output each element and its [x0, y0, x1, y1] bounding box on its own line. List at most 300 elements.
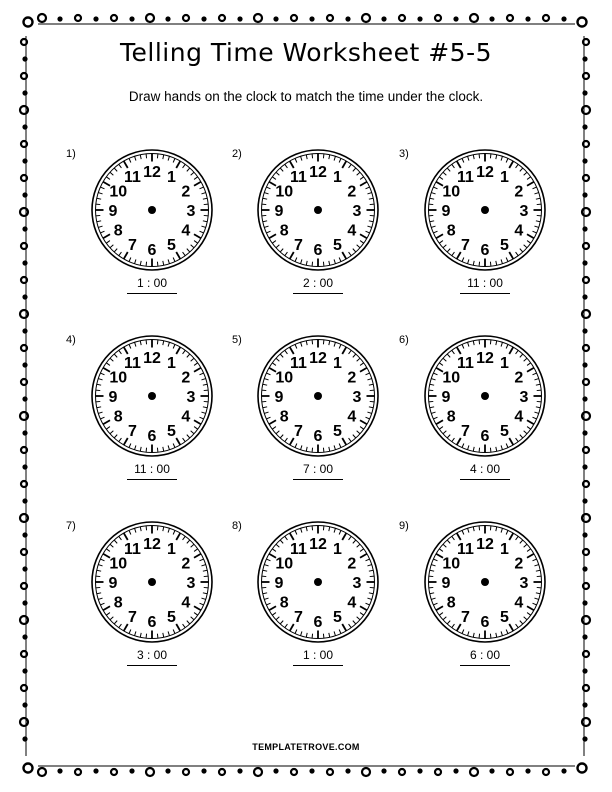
clock-numeral: 4	[181, 408, 191, 426]
border-loop	[399, 769, 405, 775]
border-loop	[21, 379, 27, 385]
target-time-label: 3 : 00	[136, 648, 168, 662]
clock-center-dot	[148, 392, 156, 400]
problem-number: 9)	[399, 520, 409, 532]
footer-site-label: TEMPLATETROVE.COM	[252, 742, 360, 752]
clock-numeral: 2	[347, 369, 357, 387]
border-dot	[582, 430, 587, 435]
clock-face[interactable]	[420, 331, 550, 461]
border-dot	[525, 768, 530, 773]
clock-face[interactable]	[253, 517, 383, 647]
border-dot	[22, 566, 27, 571]
problem-number: 4)	[66, 334, 76, 346]
border-loop	[21, 651, 27, 657]
clock-numeral: 9	[441, 203, 451, 220]
clock-numeral: 7	[128, 422, 137, 440]
border-dot	[165, 768, 170, 773]
clock-numeral: 10	[275, 183, 294, 201]
border-loop	[583, 277, 589, 283]
border-loop	[75, 769, 81, 775]
clock-numeral: 5	[500, 236, 509, 254]
clock-numeral: 7	[461, 608, 470, 626]
clock-numeral: 1	[333, 355, 342, 373]
border-dot	[22, 158, 27, 163]
border-dot	[582, 260, 587, 265]
clock-numeral: 6	[313, 242, 323, 259]
border-dot	[273, 768, 278, 773]
clock-problem	[399, 334, 569, 504]
border-dot	[22, 226, 27, 231]
target-time-label: 1 : 00	[136, 276, 168, 290]
border-corner-loop	[578, 764, 587, 773]
clock-numeral: 3	[186, 203, 196, 220]
border-dot	[22, 498, 27, 503]
clock-face[interactable]	[87, 517, 217, 647]
time-underline	[127, 293, 177, 294]
clock-problem	[232, 148, 402, 318]
border-loop	[583, 685, 589, 691]
border-dot	[22, 396, 27, 401]
border-loop	[38, 768, 46, 776]
clock-numeral: 9	[108, 203, 118, 220]
border-dot	[165, 16, 170, 21]
border-dot	[201, 768, 206, 773]
border-dot	[582, 464, 587, 469]
border-loop	[21, 345, 27, 351]
clock-numeral: 4	[181, 222, 191, 240]
clock-numeral: 2	[514, 183, 524, 201]
instructions-text: Draw hands on the clock to match the time under the clock.	[128, 89, 484, 104]
clock-problem	[66, 334, 236, 504]
clock-numeral: 4	[347, 408, 357, 426]
border-corner-loop	[578, 18, 587, 27]
time-underline	[460, 665, 510, 666]
worksheet-title: Telling Time Worksheet #5-5	[120, 38, 492, 67]
border-dot	[22, 600, 27, 605]
clock-numeral: 1	[167, 541, 176, 559]
clock-numeral: 2	[181, 555, 191, 573]
border-loop	[111, 769, 117, 775]
clock-face[interactable]	[87, 145, 217, 275]
clock-numeral: 11	[290, 169, 307, 187]
border-dot	[345, 768, 350, 773]
clock-problem	[399, 520, 569, 690]
clock-numeral: 3	[352, 575, 362, 592]
target-time-label: 11 : 00	[134, 462, 170, 476]
clock-center-dot	[481, 578, 489, 586]
border-loop	[583, 73, 589, 79]
border-loop	[470, 768, 478, 776]
clock-numeral: 6	[480, 614, 490, 631]
border-loop	[146, 14, 154, 22]
clock-numeral: 5	[500, 608, 509, 626]
border-loop	[21, 481, 27, 487]
clock-numeral: 10	[109, 183, 128, 201]
clock-numeral: 5	[167, 422, 176, 440]
border-loop	[582, 412, 590, 420]
clock-numeral: 5	[333, 422, 342, 440]
border-loop	[362, 768, 370, 776]
clock-numeral: 9	[108, 389, 118, 406]
border-dot	[22, 192, 27, 197]
time-underline	[293, 293, 343, 294]
border-loop	[327, 769, 333, 775]
clock-numeral: 6	[147, 614, 157, 631]
border-dot	[309, 16, 314, 21]
clock-numeral: 11	[124, 355, 141, 373]
clock-numeral: 11	[124, 169, 141, 187]
border-loop	[20, 616, 28, 624]
problem-number: 1)	[66, 148, 76, 160]
border-dot	[345, 16, 350, 21]
border-dot	[582, 566, 587, 571]
border-dot	[22, 328, 27, 333]
clock-numeral: 6	[480, 428, 490, 445]
clock-numeral: 7	[294, 422, 303, 440]
clock-numeral: 4	[347, 222, 357, 240]
border-loop	[20, 208, 28, 216]
border-dot	[582, 124, 587, 129]
clock-numeral: 3	[186, 389, 196, 406]
border-loop	[21, 73, 27, 79]
clock-numeral: 10	[442, 555, 461, 573]
clock-numeral: 8	[279, 222, 289, 240]
clock-numeral: 4	[514, 594, 524, 612]
border-loop	[20, 412, 28, 420]
clock-numeral: 2	[514, 555, 524, 573]
border-dot	[22, 294, 27, 299]
border-dot	[93, 16, 98, 21]
border-dot	[582, 192, 587, 197]
clock-numeral: 8	[279, 408, 289, 426]
clock-numeral: 8	[279, 594, 289, 612]
problem-number: 3)	[399, 148, 409, 160]
clock-numeral: 11	[457, 541, 474, 559]
clock-numeral: 10	[275, 369, 294, 387]
border-loop	[583, 379, 589, 385]
clock-center-dot	[314, 578, 322, 586]
time-underline	[127, 479, 177, 480]
border-loop	[582, 310, 590, 318]
clock-numeral: 3	[352, 203, 362, 220]
clock-numeral: 7	[128, 236, 137, 254]
border-dot	[22, 124, 27, 129]
clock-numeral: 2	[514, 369, 524, 387]
border-dot	[582, 498, 587, 503]
border-loop	[583, 175, 589, 181]
border-loop	[507, 15, 513, 21]
clock-numeral: 12	[143, 164, 161, 181]
clock-numeral: 8	[113, 408, 123, 426]
border-loop	[38, 14, 46, 22]
clock-numeral: 7	[128, 608, 137, 626]
clock-numeral: 11	[290, 355, 307, 373]
border-dot	[417, 768, 422, 773]
clock-numeral: 2	[181, 369, 191, 387]
clock-numeral: 7	[461, 236, 470, 254]
clock-numeral: 2	[347, 555, 357, 573]
clock-center-dot	[481, 206, 489, 214]
clock-numeral: 5	[333, 608, 342, 626]
clock-face[interactable]	[420, 145, 550, 275]
clock-numeral: 12	[309, 536, 327, 553]
clock-numeral: 9	[274, 203, 284, 220]
clock-problem	[232, 520, 402, 690]
clock-numeral: 12	[143, 350, 161, 367]
border-loop	[111, 15, 117, 21]
clock-face[interactable]	[253, 331, 383, 461]
clock-numeral: 6	[313, 428, 323, 445]
border-loop	[435, 15, 441, 21]
clock-face[interactable]	[87, 331, 217, 461]
border-loop	[21, 549, 27, 555]
clock-numeral: 12	[143, 536, 161, 553]
border-loop	[399, 15, 405, 21]
border-dot	[22, 362, 27, 367]
border-dot	[582, 294, 587, 299]
clock-numeral: 3	[519, 575, 529, 592]
border-dot	[93, 768, 98, 773]
border-loop	[254, 14, 262, 22]
clock-numeral: 1	[333, 541, 342, 559]
border-loop	[20, 718, 28, 726]
border-dot	[129, 768, 134, 773]
clock-numeral: 1	[167, 169, 176, 187]
border-loop	[20, 310, 28, 318]
border-loop	[75, 15, 81, 21]
problem-number: 8)	[232, 520, 242, 532]
clock-numeral: 10	[109, 369, 128, 387]
border-dot	[582, 736, 587, 741]
clock-problem	[66, 148, 236, 318]
border-dot	[525, 16, 530, 21]
clock-numeral: 9	[108, 575, 118, 592]
clock-center-dot	[481, 392, 489, 400]
clock-numeral: 11	[290, 541, 307, 559]
border-loop	[254, 768, 262, 776]
border-loop	[435, 769, 441, 775]
clock-problem	[66, 520, 236, 690]
clock-face[interactable]	[253, 145, 383, 275]
border-loop	[582, 106, 590, 114]
border-loop	[583, 243, 589, 249]
clock-numeral: 8	[446, 222, 456, 240]
clock-numeral: 12	[309, 164, 327, 181]
border-dot	[582, 362, 587, 367]
clock-numeral: 4	[181, 594, 191, 612]
border-dot	[417, 16, 422, 21]
border-loop	[583, 651, 589, 657]
border-dot	[582, 532, 587, 537]
border-dot	[22, 430, 27, 435]
clock-numeral: 6	[147, 428, 157, 445]
border-dot	[129, 16, 134, 21]
border-loop	[20, 106, 28, 114]
border-loop	[583, 549, 589, 555]
border-loop	[21, 277, 27, 283]
border-dot	[582, 600, 587, 605]
time-underline	[460, 293, 510, 294]
border-dot	[22, 736, 27, 741]
problem-number: 7)	[66, 520, 76, 532]
border-loop	[583, 481, 589, 487]
target-time-label: 1 : 00	[302, 648, 334, 662]
border-loop	[543, 15, 549, 21]
target-time-label: 4 : 00	[469, 462, 501, 476]
clock-numeral: 7	[461, 422, 470, 440]
border-loop	[507, 769, 513, 775]
clock-center-dot	[314, 392, 322, 400]
border-dot	[22, 634, 27, 639]
border-loop	[582, 718, 590, 726]
clock-numeral: 1	[333, 169, 342, 187]
clock-numeral: 1	[500, 355, 509, 373]
border-dot	[453, 16, 458, 21]
border-loop	[20, 514, 28, 522]
border-dot	[582, 702, 587, 707]
clock-numeral: 12	[476, 164, 494, 181]
clock-numeral: 3	[352, 389, 362, 406]
clock-numeral: 1	[167, 355, 176, 373]
clock-numeral: 8	[113, 594, 123, 612]
clock-face[interactable]	[420, 517, 550, 647]
clock-numeral: 11	[457, 355, 474, 373]
border-dot	[582, 158, 587, 163]
border-loop	[583, 583, 589, 589]
clock-numeral: 10	[275, 555, 294, 573]
clock-numeral: 5	[333, 236, 342, 254]
target-time-label: 6 : 00	[469, 648, 501, 662]
border-dot	[273, 16, 278, 21]
clock-numeral: 6	[480, 242, 490, 259]
border-loop	[21, 447, 27, 453]
border-loop	[21, 175, 27, 181]
border-loop	[21, 243, 27, 249]
border-dot	[582, 668, 587, 673]
border-loop	[583, 141, 589, 147]
border-dot	[57, 768, 62, 773]
clock-numeral: 1	[500, 169, 509, 187]
border-dot	[22, 532, 27, 537]
clock-numeral: 3	[519, 203, 529, 220]
clock-numeral: 12	[476, 350, 494, 367]
clock-numeral: 7	[294, 608, 303, 626]
border-dot	[22, 464, 27, 469]
border-dot	[381, 768, 386, 773]
border-dot	[489, 768, 494, 773]
border-loop	[583, 447, 589, 453]
problem-number: 5)	[232, 334, 242, 346]
clock-numeral: 11	[457, 169, 474, 187]
clock-center-dot	[148, 578, 156, 586]
clock-numeral: 10	[109, 555, 128, 573]
border-loop	[470, 14, 478, 22]
border-loop	[583, 345, 589, 351]
border-loop	[21, 685, 27, 691]
border-dot	[201, 16, 206, 21]
border-dot	[582, 634, 587, 639]
border-dot	[237, 768, 242, 773]
clock-numeral: 9	[274, 389, 284, 406]
clock-numeral: 4	[514, 408, 524, 426]
clock-numeral: 12	[476, 536, 494, 553]
clock-numeral: 2	[181, 183, 191, 201]
clock-numeral: 3	[186, 575, 196, 592]
problem-number: 2)	[232, 148, 242, 160]
problem-number: 6)	[399, 334, 409, 346]
clock-numeral: 9	[441, 575, 451, 592]
border-dot	[22, 668, 27, 673]
clock-problem	[399, 148, 569, 318]
border-loop	[21, 583, 27, 589]
clock-numeral: 12	[309, 350, 327, 367]
border-loop	[219, 769, 225, 775]
border-dot	[22, 702, 27, 707]
border-loop	[183, 769, 189, 775]
border-loop	[146, 768, 154, 776]
border-loop	[327, 15, 333, 21]
clock-problem	[232, 334, 402, 504]
clock-numeral: 6	[313, 614, 323, 631]
clock-numeral: 4	[514, 222, 524, 240]
clock-numeral: 8	[446, 408, 456, 426]
target-time-label: 7 : 00	[302, 462, 334, 476]
clock-numeral: 4	[347, 594, 357, 612]
clock-numeral: 3	[519, 389, 529, 406]
border-dot	[381, 16, 386, 21]
clock-numeral: 2	[347, 183, 357, 201]
clock-numeral: 10	[442, 183, 461, 201]
border-corner-loop	[24, 764, 33, 773]
clock-numeral: 5	[167, 236, 176, 254]
border-dot	[309, 768, 314, 773]
border-loop	[543, 769, 549, 775]
time-underline	[293, 479, 343, 480]
clock-numeral: 11	[124, 541, 141, 559]
clock-center-dot	[314, 206, 322, 214]
clock-numeral: 9	[274, 575, 284, 592]
clock-numeral: 6	[147, 242, 157, 259]
border-dot	[489, 16, 494, 21]
border-corner-loop	[24, 18, 33, 27]
clock-numeral: 5	[500, 422, 509, 440]
border-dot	[22, 260, 27, 265]
border-loop	[291, 15, 297, 21]
border-dot	[582, 226, 587, 231]
border-dot	[582, 396, 587, 401]
clock-numeral: 1	[500, 541, 509, 559]
clock-center-dot	[148, 206, 156, 214]
border-dot	[453, 768, 458, 773]
border-loop	[183, 15, 189, 21]
border-dot	[582, 328, 587, 333]
border-dot	[237, 16, 242, 21]
clock-numeral: 8	[446, 594, 456, 612]
target-time-label: 11 : 00	[467, 276, 503, 290]
border-dot	[57, 16, 62, 21]
border-loop	[582, 616, 590, 624]
clock-numeral: 10	[442, 369, 461, 387]
clock-numeral: 9	[441, 389, 451, 406]
border-loop	[291, 769, 297, 775]
border-loop	[219, 15, 225, 21]
clock-numeral: 7	[294, 236, 303, 254]
time-underline	[460, 479, 510, 480]
border-dot	[561, 16, 566, 21]
border-loop	[582, 208, 590, 216]
clock-numeral: 5	[167, 608, 176, 626]
time-underline	[293, 665, 343, 666]
